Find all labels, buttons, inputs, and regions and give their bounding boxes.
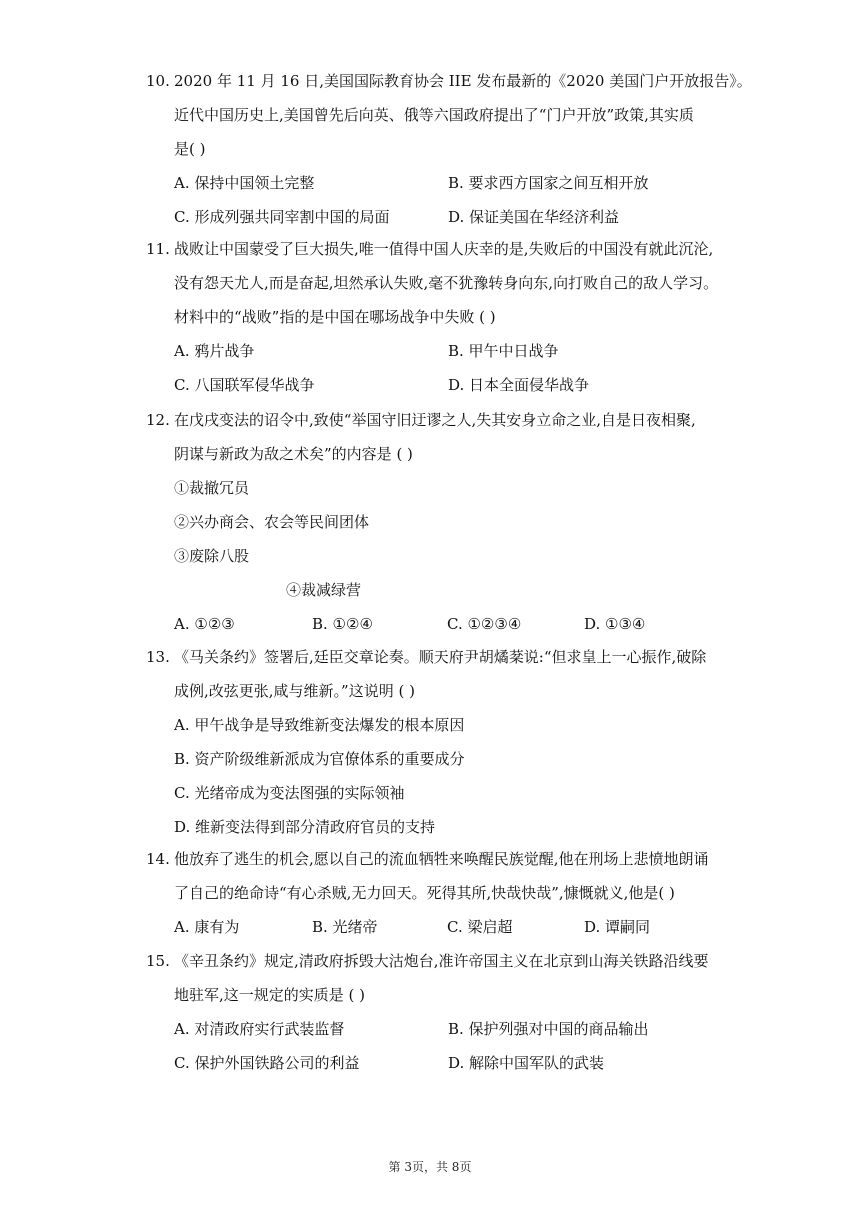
question-text-line: 2020 年 11 月 16 日,美国国际教育协会 IIE 发布最新的《2020 美国门户开放报告》。 <box>174 72 752 90</box>
option-d[interactable]: D. 保证美国在华经济利益 <box>448 208 620 226</box>
question-text-line: 他放弃了逃生的机会,愿以自己的流血牺牲来唤醒民族觉醒,他在刑场上悲愤地朗诵 <box>174 850 709 868</box>
option-d[interactable]: D. 维新变法得到部分清政府官员的支持 <box>174 818 436 836</box>
question-text-line: 战败让中国蒙受了巨大损失,唯一值得中国人庆幸的是,失败后的中国没有就此沉沦, <box>174 240 714 258</box>
option-a[interactable]: A. 鸦片战争 <box>174 342 255 360</box>
option-a[interactable]: A. ①②③ <box>174 615 235 633</box>
question-10 <box>146 64 752 234</box>
question-text-line: 了自己的绝命诗“有心杀贼,无力回天。死得其所,快哉快哉”,慷慨就义,他是( ) <box>174 884 675 902</box>
option-row <box>146 200 706 234</box>
question-text-line: 阴谋与新政为敌之术矣”的内容是 ( ) <box>174 445 413 463</box>
question-12 <box>146 403 706 641</box>
option-row <box>146 368 706 402</box>
option-c[interactable]: C. 八国联军侵华战争 <box>174 376 315 394</box>
statement-item: ③废除八股 <box>174 547 250 565</box>
question-text-line: 成例,改弦更张,咸与维新。”这说明 ( ) <box>174 682 415 700</box>
option-a[interactable]: A. 甲午战争是导致维新变法爆发的根本原因 <box>174 716 465 734</box>
question-15 <box>146 944 709 1080</box>
question-13 <box>146 640 706 844</box>
option-c[interactable]: C. 保护外国铁路公司的利益 <box>174 1054 360 1072</box>
statement-item: ①裁撤冗员 <box>174 479 250 497</box>
option-d[interactable]: D. 日本全面侵华战争 <box>448 376 590 394</box>
question-number: 10. <box>146 72 170 90</box>
option-a[interactable]: A. 保持中国领土完整 <box>174 174 315 192</box>
question-11 <box>146 232 719 402</box>
option-b[interactable]: B. 要求西方国家之间互相开放 <box>448 174 649 192</box>
option-a[interactable]: A. 康有为 <box>174 918 240 936</box>
question-text-line: 在戊戌变法的诏令中,致使“举国守旧迂谬之人,失其安身立命之业,自是日夜相聚, <box>174 411 696 429</box>
option-b[interactable]: B. 保护列强对中国的商品输出 <box>448 1020 649 1038</box>
question-text-line: 《马关条约》签署后,廷臣交章论奏。顺天府尹胡燏棻说:“但求皇上一心振作,破除 <box>174 648 707 666</box>
question-text-line: 没有怨天尤人,而是奋起,坦然承认失败,毫不犹豫转身向东,向打败自己的敌人学习。 <box>174 274 719 292</box>
question-number: 15. <box>146 952 170 970</box>
option-c[interactable]: C. 光绪帝成为变法图强的实际领袖 <box>174 784 405 802</box>
question-number: 11. <box>146 240 170 258</box>
option-d[interactable]: D. ①③④ <box>584 615 646 633</box>
question-text-line: 是( ) <box>174 140 206 158</box>
option-b[interactable]: B. ①②④ <box>312 615 373 633</box>
option-row <box>146 607 706 641</box>
question-number: 12. <box>146 411 170 429</box>
option-b[interactable]: B. 资产阶级维新派成为官僚体系的重要成分 <box>174 750 465 768</box>
option-row <box>146 1046 706 1080</box>
question-text-line: 地驻军,这一规定的实质是 ( ) <box>174 986 366 1004</box>
option-d[interactable]: D. 解除中国军队的武装 <box>448 1054 605 1072</box>
option-d[interactable]: D. 谭嗣同 <box>584 918 651 936</box>
option-b[interactable]: B. 光绪帝 <box>312 918 378 936</box>
page-footer: 第 3页，共 8页 <box>388 1160 472 1174</box>
option-row <box>146 166 706 200</box>
statement-item: ④裁减绿营 <box>286 581 362 599</box>
question-text-line: 材料中的“战败”指的是中国在哪场战争中失败 ( ) <box>174 308 496 326</box>
question-number: 14. <box>146 850 170 868</box>
question-number: 13. <box>146 648 170 666</box>
option-c[interactable]: C. 梁启超 <box>447 918 513 936</box>
option-row <box>146 334 706 368</box>
option-c[interactable]: C. 形成列强共同宰割中国的局面 <box>174 208 390 226</box>
option-a[interactable]: A. 对清政府实行武装监督 <box>174 1020 345 1038</box>
question-text-line: 近代中国历史上,美国曾先后向英、俄等六国政府提出了“门户开放”政策,其实质 <box>174 106 694 124</box>
statement-item: ②兴办商会、农会等民间团体 <box>174 513 370 531</box>
question-text-line: 《辛丑条约》规定,清政府拆毁大沽炮台,准许帝国主义在北京到山海关铁路沿线要 <box>174 952 709 970</box>
option-row <box>146 1012 706 1046</box>
option-row <box>146 910 706 944</box>
question-14 <box>146 842 709 944</box>
option-c[interactable]: C. ①②③④ <box>447 615 522 633</box>
option-b[interactable]: B. 甲午中日战争 <box>448 342 559 360</box>
